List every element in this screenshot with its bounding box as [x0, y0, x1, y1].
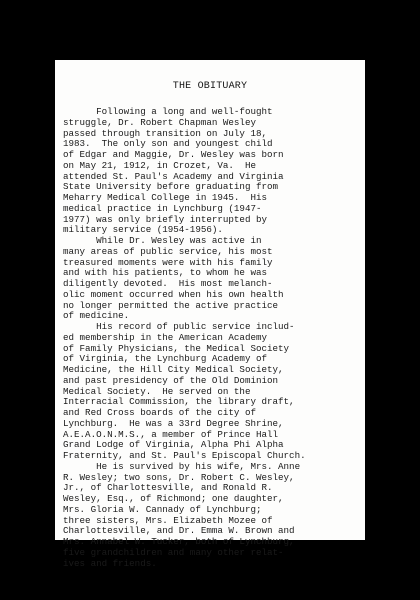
text-line: military service (1954-1956). [63, 224, 223, 236]
text-line: 1977) was only briefly interrupted by [63, 213, 267, 225]
text-line: Grand Lodge of Virginia, Alpha Phi Alpha [63, 439, 284, 451]
text-line: many areas of public service, his most [63, 245, 273, 257]
text-line: A.E.A.O.N.M.S., a member of Prince Hall [63, 428, 279, 440]
text-line: and Red Cross boards of the city of [63, 407, 256, 418]
text-line: of Virginia, the Lynchburg Academy of [63, 353, 267, 365]
text-line: State University before graduating from [63, 181, 279, 193]
text-line: five grandchildren and many other relat- [63, 546, 284, 558]
text-line: and with his patients, to whom he was [63, 267, 267, 279]
text-line: Mrs. Gloria W. Cannady of Lynchburg; [63, 503, 262, 515]
text-line: passed through transition on July 18, [63, 127, 267, 139]
text-line: three sisters, Mrs. Elizabeth Mozee of [63, 514, 273, 526]
text-line: no longer permitted the active practice [63, 299, 279, 311]
text-line: 1983. The only son and youngest child [63, 138, 273, 150]
text-line: He is survived by his wife, Mrs. Anne [63, 460, 301, 472]
text-line: Medicine, the Hill City Medical Society, [63, 364, 284, 375]
text-line: Medical Society. He served on the [63, 385, 251, 397]
text-line: R. Wesley; two sons, Dr. Robert C. Wesley, [63, 471, 295, 483]
text-line: Fraternity, and St. Paul's Episcopal Church. [63, 450, 306, 461]
text-line: Interracial Commission, the library draft, [63, 396, 295, 408]
text-line: His record of public service includ- [63, 321, 295, 332]
text-line: ed membership in the American Academy [63, 331, 267, 343]
text-line: struggle, Dr. Robert Chapman Wesley [63, 116, 256, 128]
text-line: Charlottesville, and Dr. Emma W. Brown and [63, 525, 295, 537]
text-line: olic moment occurred when his own health [63, 288, 284, 300]
text-line: of medicine. [63, 310, 130, 322]
document-body [63, 107, 363, 569]
text-line: Lynchburg. He was a 33rd Degree Shrine, [63, 417, 284, 429]
text-line: on May 21, 1912, in Crozet, Va. He [63, 159, 256, 171]
text-line: treasured moments were with his family [63, 256, 273, 268]
text-line: Jr., of Charlottesville, and Ronald R. [63, 482, 273, 494]
text-line: and past presidency of the Old Dominion [63, 374, 279, 386]
document-page [55, 60, 365, 569]
document-title: THE OBITUARY [172, 81, 248, 92]
text-line: medical practice in Lynchburg (1947- [63, 202, 262, 214]
text-line: attended St. Paul's Academy and Virginia [63, 170, 284, 182]
text-line: of Edgar and Maggie, Dr. Wesley was born [63, 149, 284, 160]
text-line: ives and friends. [63, 557, 157, 569]
text-line: Following a long and well-fought [63, 106, 273, 117]
text-line: diligently devoted. His most melanch- [63, 278, 273, 289]
text-line: Mrs. Annabel W. Tucker, both of Lynchburg, [63, 536, 295, 547]
text-line: While Dr. Wesley was active in [63, 235, 262, 246]
text-line: Meharry Medical College in 1945. His [63, 192, 267, 203]
text-line: of Family Physicians, the Medical Society [63, 342, 290, 354]
text-line: Wesley, Esq., of Richmond; one daughter, [63, 493, 284, 504]
